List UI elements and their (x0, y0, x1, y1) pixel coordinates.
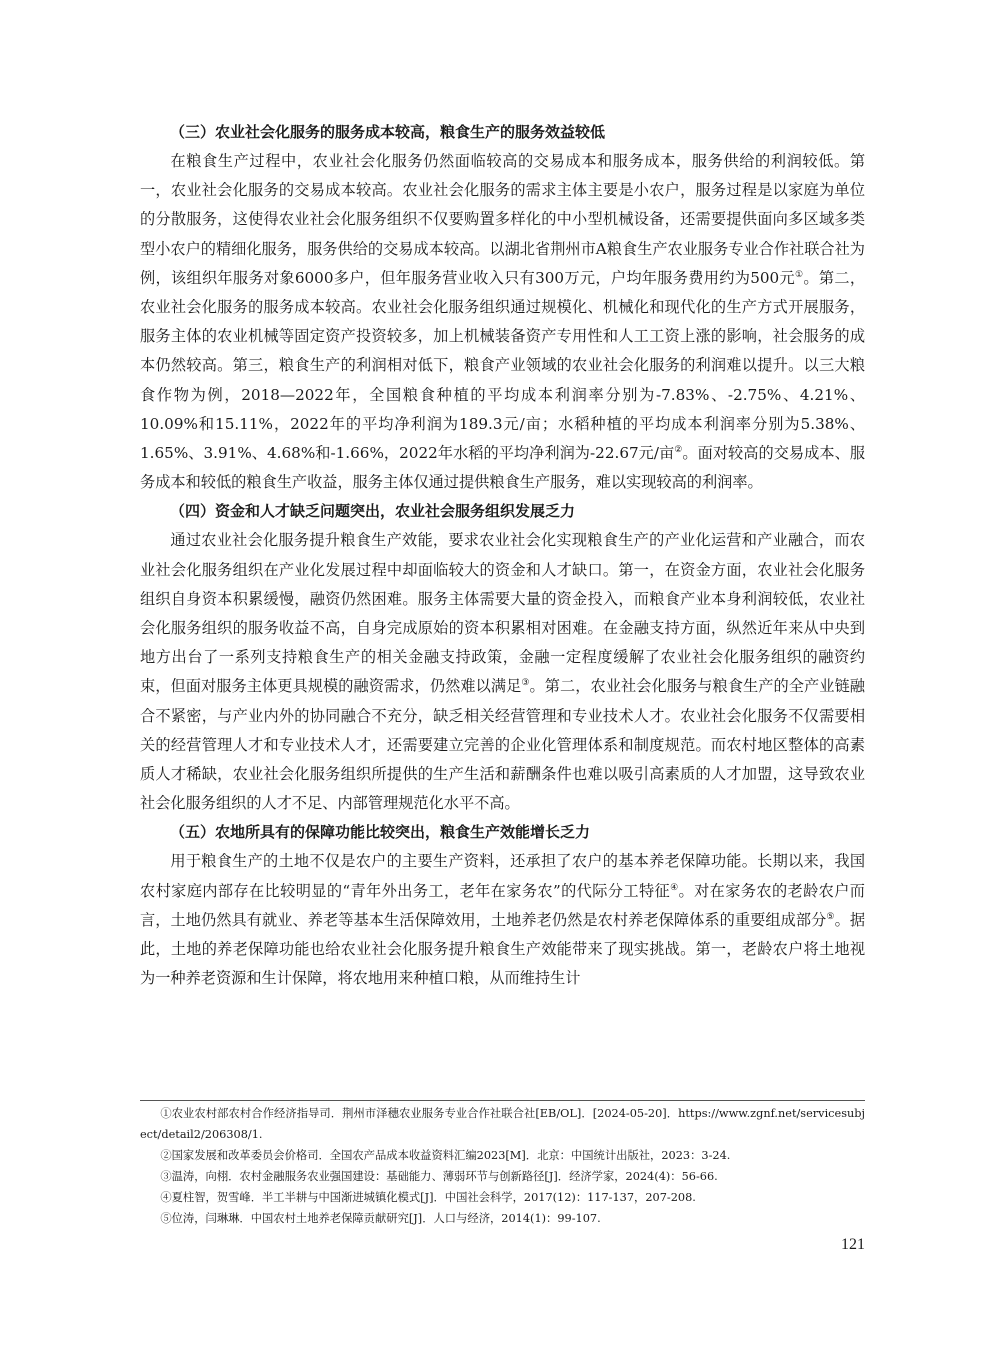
footnotes (140, 1100, 865, 1229)
text-run: 通过农业社会化服务提升粮食生产效能，要求农业社会化实现粮食生产的产业化运营和产业融合，而农业社会化服务组织在产业化发展过程中却面临较大的资金和人才缺口。第一，在资金方面，农业社会化服务组织自身资本积累缓慢，融资仍然困难。服务主体需要大量的资金投入，而粮食产业本身利润较低，农业社会化服务组织的服务收益不高，自身完成原始的资本积累相对困难。在金融支持方面，纵然近年来从中央到地方出台了一系列支持粮食生产的相关金融支持政策，金融一定程度缓解了农业社会化服务组织的融资约束，但面对服务主体更具规模的融资需求，仍然难以满足 (140, 531, 865, 696)
text-run: 用于粮食生产的土地不仅是农户的主要生产资料，还承担了农户的基本养老保障功能。长期以来，我国农村家庭内部存在比较明显的“青年外出务工，老年在家务农”的代际分工特征 (140, 852, 865, 900)
text-run: 。据此，土地的养老保障功能也给农业社会化服务提升粮食生产效能带来了现实挑战。第一，老龄农户将土地视为一种养老资源和生计保障，将农地用来种植口粮，从而维持生计 (140, 910, 866, 988)
section-heading: （五）农地所具有的保障功能比较突出，粮食生产效能增长乏力 (170, 823, 591, 842)
footnote-ref: ④ (670, 882, 679, 893)
footnote-ref: ③ (521, 678, 530, 689)
text-run: 在粮食生产过程中，农业社会化服务仍然面临较高的交易成本和服务成本，服务供给的利润较低。第一，农业社会化服务的交易成本较高。农业社会化服务的需求主体主要是小农户，服务过程是以家庭为单位的分散服务，这使得农业社会化服务组织不仅要购置多样化的中小型机械设备，还需要提供面向多区域多类型小农户的精细化服务，服务供给的交易成本较高。以湖北省荆州市A粮食生产农业服务专业合作社联合社为例，该组织年服务对象6000多户，但年服务营业收入只有300万元，户均年服务费用约为500元 (140, 152, 865, 287)
section-4 (140, 497, 865, 818)
paragraph (140, 147, 865, 497)
section-heading: （四）资金和人才缺乏问题突出，农业社会服务组织发展乏力 (170, 502, 576, 521)
section-3 (140, 118, 865, 497)
paragraph (140, 847, 865, 993)
footnote-ref: ⑤ (826, 911, 835, 922)
text-run: 。面对较高的交易成本、服务成本和较低的粮食生产收益，服务主体仅通过提供粮食生产服务，难以实现较高的利润率。 (140, 444, 866, 492)
footnote: ②国家发展和改革委员会价格司．全国农产品成本收益资料汇编2023[M]．北京：中国统计出版社，2023：3-24. (160, 1149, 731, 1162)
footnote-ref: ② (674, 444, 683, 455)
text-run: 。第二，农业社会化服务与粮食生产的全产业链融合不紧密，与产业内外的协同融合不充分，缺乏相关经营管理和专业技术人才。农业社会化服务不仅需要相关的经营管理人才和专业技术人才，还需要建立完善的企业化管理体系和制度规范。而农村地区整体的高素质人才稀缺，农业社会化服务组织所提供的生产生活和薪酬条件也难以吸引高素质的人才加盟，这导致农业社会化服务组织的人才不足、内部管理规范化水平不高。 (140, 677, 865, 813)
main-content (140, 118, 865, 993)
footnote: ④夏柱智，贺雪峰．半工半耕与中国渐进城镇化模式[J]．中国社会科学，2017(12)：117-137，207-208. (160, 1191, 696, 1204)
footnote: ⑤位涛，闫琳琳．中国农村土地养老保障贡献研究[J]．人口与经济，2014(1)：99-107. (160, 1212, 601, 1225)
text-run: 。第二，农业社会化服务的服务成本较高。农业社会化服务组织通过规模化、机械化和现代化的生产方式开展服务，服务主体的农业机械等固定资产投资较多，加上机械装备资产专用性和人工工资上涨的影响，社会服务的成本仍然较高。第三，粮食生产的利润相对低下，粮食产业领域的农业社会化服务的利润难以提升。以三大粮食作物为例，2018—2022年，全国粮食种植的平均成本利润率分别为-7.83%、-2.75%、4.21%、10.09%和15.11%，2022年的平均净利润为189.3元/亩；水稻种植的平均成本利润率分别为5.38%、1.65%、3.91%、4.68%和-1.66%，2022年水稻的平均净利润为-22.67元/亩 (140, 268, 866, 463)
page-number: 121 (841, 1236, 865, 1253)
section-heading: （三）农业社会化服务的服务成本较高，粮食生产的服务效益较低 (170, 123, 606, 141)
section-5 (140, 818, 865, 993)
footnote-ref: ① (794, 269, 804, 280)
footnote: ①农业农村部农村合作经济指导司．荆州市泽穗农业服务专业合作社联合社[EB/OL]．[2024-05-20]．https://www.zgnf.net/servicesubject/detail2/206308/1. (140, 1107, 865, 1141)
text-run: 。对在家务农的老龄农户而言，土地仍然具有就业、养老等基本生活保障效用，土地养老仍然是农村养老保障体系的重要组成部分 (140, 881, 865, 929)
footnote: ③温涛，向栩．农村金融服务农业强国建设：基础能力、薄弱环节与创新路径[J]．经济学家，2024(4)：56-66. (160, 1170, 718, 1183)
paragraph (140, 526, 865, 818)
